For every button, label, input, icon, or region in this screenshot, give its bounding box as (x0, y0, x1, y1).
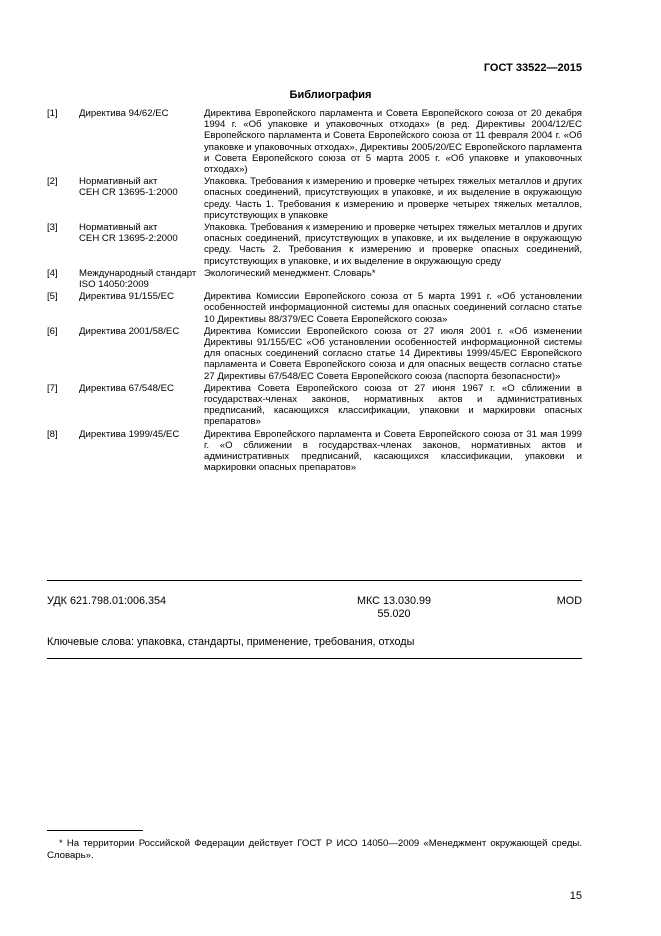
entry-number: [1] (47, 108, 58, 119)
bottom-divider (47, 658, 582, 659)
bibliography-entry (47, 291, 582, 325)
entry-reference: Директива 2001/58/ЕС (79, 325, 180, 337)
bibliography-entry (47, 176, 582, 221)
entry-number: [8] (47, 428, 58, 440)
entry-reference: Директива 1999/45/ЕС (79, 428, 180, 440)
entry-description: Директива Европейского парламента и Совета Европейского союза от 20 декабря 1994 г. «Об упаковке и упаковочных отходах» (в ред. Директивы 2004/12/ЕС Европейского парламента и Совета Европейского союза от 11 февраля 2004 г. «Об упаковке и упаковочных отходах», Директивы 2005/20/ЕС Европейского парламента и Совета Европейского союза от 5 марта 2005 г. «Об упаковке и упаковочных отходах») (204, 108, 582, 176)
entry-description: Директива Комиссии Европейского союза от 27 июля 2001 г. «Об изменении Директивы 91/155/ЕС «Об установлении особенностей информационной системы для опасных соединений согласно статье 14 Директивы 1999/45/ЕС Европейского парламента и Совета Европейского союза и для опасных веществ согласно статье 27 Директивы 67/548/ЕС Совета Европейского союза (паспорта безопасности)» (204, 325, 582, 382)
entry-number: [5] (47, 291, 58, 303)
entry-description: Упаковка. Требования к измерению и проверке четырех тяжелых металлов и других опасных соединений, присутствующих в упаковке, и их выделение в окружающую среду. Часть 1. Требования к измерению и проверке четырех тяжелых металлов, присутствующих в упаковке (204, 176, 582, 221)
bibliography-entry (47, 108, 582, 175)
entry-number: [4] (47, 267, 58, 279)
entry-description: Директива Комиссии Европейского союза от 5 марта 1991 г. «Об установлении особенностей информационной системы для опасных соединений согласно статье 10 Директивы 88/379/ЕС Совета Европейского союза» (204, 291, 582, 325)
mks-code (357, 595, 431, 621)
entry-number: [7] (47, 382, 58, 394)
entry-description: Экологический менеджмент. Словарь* (204, 267, 376, 279)
mks-line-2: 55.020 (377, 608, 411, 620)
entry-description: Директива Совета Европейского союза от 27 июня 1967 г. «О сближении в государствах-членах законов, нормативных актов и административных предписаний, касающихся классификации, упаковки и маркировки опасных препаратов» (204, 382, 582, 428)
bibliography-entry (47, 429, 582, 474)
footnote: * На территории Российской Федерации действует ГОСТ Р ИСО 14050—2009 «Менеджмент окружающей среды. Словарь». (47, 838, 582, 861)
bibliography-list (47, 108, 582, 475)
entry-number: [6] (47, 325, 58, 337)
entry-reference: Международный стандарт ISO 14050:2009 (79, 267, 197, 291)
bibliography-entry (47, 222, 582, 267)
page-number: 15 (569, 890, 582, 902)
top-divider (47, 580, 582, 581)
entry-number: [3] (47, 222, 58, 234)
bibliography-entry (47, 326, 582, 382)
document-header: ГОСТ 33522—2015 (483, 62, 582, 74)
mod-label: MOD (556, 595, 582, 607)
entry-reference: Нормативный акт СЕН CR 13695-2:2000 (79, 222, 178, 245)
entry-description: Директива Европейского парламента и Совета Европейского союза от 31 мая 1999 г. «О сближении в государствах-членах законов, нормативных актов и административных предписаний, касающихся классификации, упаковки и маркировки опасных препаратов» (204, 428, 582, 474)
bibliography-title: Библиография (289, 89, 372, 101)
bibliography-entry (47, 268, 582, 290)
entry-reference: Директива 91/155/ЕС (79, 291, 174, 303)
bibliography-entry (47, 383, 582, 428)
entry-description: Упаковка. Требования к измерению и проверке четырех тяжелых металлов и других опасных соединений, присутствующих в упаковке, и их выделение в окружающую среду. Часть 2. Требования к измерению и проверке опасных соединений, присутствующих в упаковке, и их выделение в окружающую среду (204, 222, 582, 267)
footnote-divider (47, 830, 143, 831)
entry-reference: Директива 94/62/ЕС (79, 108, 169, 119)
mks-line-1: МКС 13.030.99 (357, 595, 431, 607)
keywords: Ключевые слова: упаковка, стандарты, применение, требования, отходы (47, 636, 415, 648)
entry-reference: Нормативный акт СЕН CR 13695-1:2000 (79, 176, 178, 199)
entry-number: [2] (47, 176, 58, 188)
udc-code: УДК 621.798.01:006.354 (47, 595, 167, 607)
entry-reference: Директива 67/548/ЕС (79, 382, 174, 394)
